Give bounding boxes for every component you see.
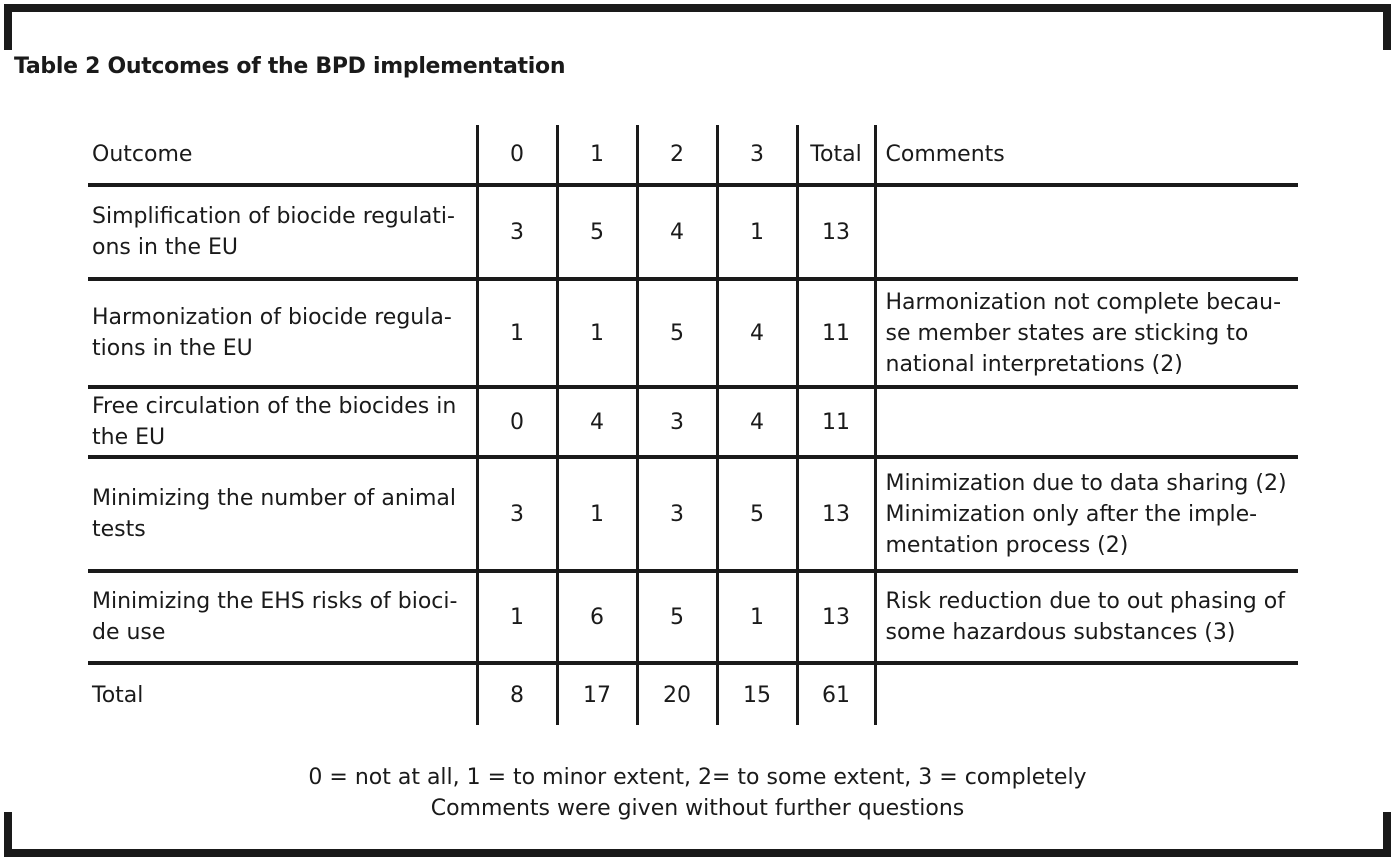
frame-top-right-corner <box>1383 4 1391 50</box>
outcome-line: ons in the EU <box>92 235 239 260</box>
footnote-legend: 0 = not at all, 1 = to minor extent, 2= to some extent, 3 = completely <box>308 765 1087 790</box>
comment-line: some hazardous substances (3) <box>885 620 1236 645</box>
header-score-2: 2 <box>637 125 717 185</box>
outcome-line: Minimizing the number of animal <box>92 486 456 511</box>
outcome-line: Minimizing the EHS risks of bioci- <box>92 589 458 614</box>
comment-line: Minimization due to data sharing (2) <box>885 470 1287 496</box>
table-row <box>88 387 1298 457</box>
comment-line: se member states are sticking to <box>885 320 1249 346</box>
header-score-1: 1 <box>557 125 637 185</box>
score-2-cell: 5 <box>637 279 717 387</box>
score-0-cell: 0 <box>477 387 557 457</box>
total-cell: 11 <box>797 387 875 457</box>
outcome-line: tions in the EU <box>92 336 253 361</box>
total-label: Total <box>88 663 477 725</box>
outcome-line: tests <box>92 517 146 542</box>
table-row <box>88 571 1298 663</box>
comment-line: Minimization only after the imple- <box>885 501 1258 527</box>
outcome-cell <box>88 457 477 571</box>
score-1-cell: 1 <box>557 279 637 387</box>
table-caption: Table 2 Outcomes of the BPD implementation <box>14 54 566 79</box>
total-cell: 11 <box>797 279 875 387</box>
outcome-line: Harmonization of biocide regula- <box>92 305 452 330</box>
outcome-line: the EU <box>92 425 166 450</box>
header-score-0: 0 <box>477 125 557 185</box>
table-row <box>88 279 1298 387</box>
table-row <box>88 185 1298 279</box>
comment-line: Harmonization not complete becau- <box>885 289 1282 315</box>
comment-line: mentation process (2) <box>885 532 1129 558</box>
header-total: Total <box>797 125 875 185</box>
outcome-line: Free circulation of the biocides in <box>92 394 457 419</box>
comments-cell <box>875 571 1298 663</box>
outcome-line: de use <box>92 620 166 645</box>
header-score-3: 3 <box>717 125 797 185</box>
outcome-line: Simplification of biocide regulati- <box>92 204 455 229</box>
score-2-cell: 3 <box>637 457 717 571</box>
outcome-cell <box>88 279 477 387</box>
comments-cell <box>875 279 1298 387</box>
score-0-cell: 1 <box>477 279 557 387</box>
total-score-2: 20 <box>637 663 717 725</box>
frame-bottom-rule <box>4 849 1391 857</box>
score-3-cell: 4 <box>717 387 797 457</box>
score-2-cell: 4 <box>637 185 717 279</box>
footnote-comments-note: Comments were given without further questions <box>430 796 965 821</box>
score-1-cell: 5 <box>557 185 637 279</box>
frame-top-rule <box>4 4 1391 12</box>
total-score-1: 17 <box>557 663 637 725</box>
total-row <box>88 663 1298 725</box>
comments-cell <box>875 457 1298 571</box>
total-cell: 13 <box>797 457 875 571</box>
comments-cell <box>875 387 1298 457</box>
total-score-3: 15 <box>717 663 797 725</box>
score-3-cell: 1 <box>717 185 797 279</box>
outcome-cell <box>88 185 477 279</box>
total-score-0: 8 <box>477 663 557 725</box>
outcomes-table <box>88 125 1298 725</box>
score-2-cell: 5 <box>637 571 717 663</box>
comment-line: national interpretations (2) <box>885 351 1183 377</box>
score-1-cell: 4 <box>557 387 637 457</box>
score-3-cell: 1 <box>717 571 797 663</box>
score-2-cell: 3 <box>637 387 717 457</box>
table-row <box>88 457 1298 571</box>
score-1-cell: 1 <box>557 457 637 571</box>
total-comments-cell <box>875 663 1298 725</box>
score-1-cell: 6 <box>557 571 637 663</box>
comment-line: Risk reduction due to out phasing of <box>885 589 1285 614</box>
score-3-cell: 5 <box>717 457 797 571</box>
comments-cell <box>875 185 1298 279</box>
score-3-cell: 4 <box>717 279 797 387</box>
frame-top-left-corner <box>4 4 12 50</box>
total-cell: 13 <box>797 571 875 663</box>
total-cell: 13 <box>797 185 875 279</box>
score-0-cell: 3 <box>477 185 557 279</box>
table-footnote <box>0 762 1395 824</box>
header-outcome: Outcome <box>88 125 477 185</box>
grand-total: 61 <box>797 663 875 725</box>
score-0-cell: 1 <box>477 571 557 663</box>
score-0-cell: 3 <box>477 457 557 571</box>
header-comments: Comments <box>875 125 1298 185</box>
header-row <box>88 125 1298 185</box>
outcome-cell <box>88 387 477 457</box>
outcome-cell <box>88 571 477 663</box>
